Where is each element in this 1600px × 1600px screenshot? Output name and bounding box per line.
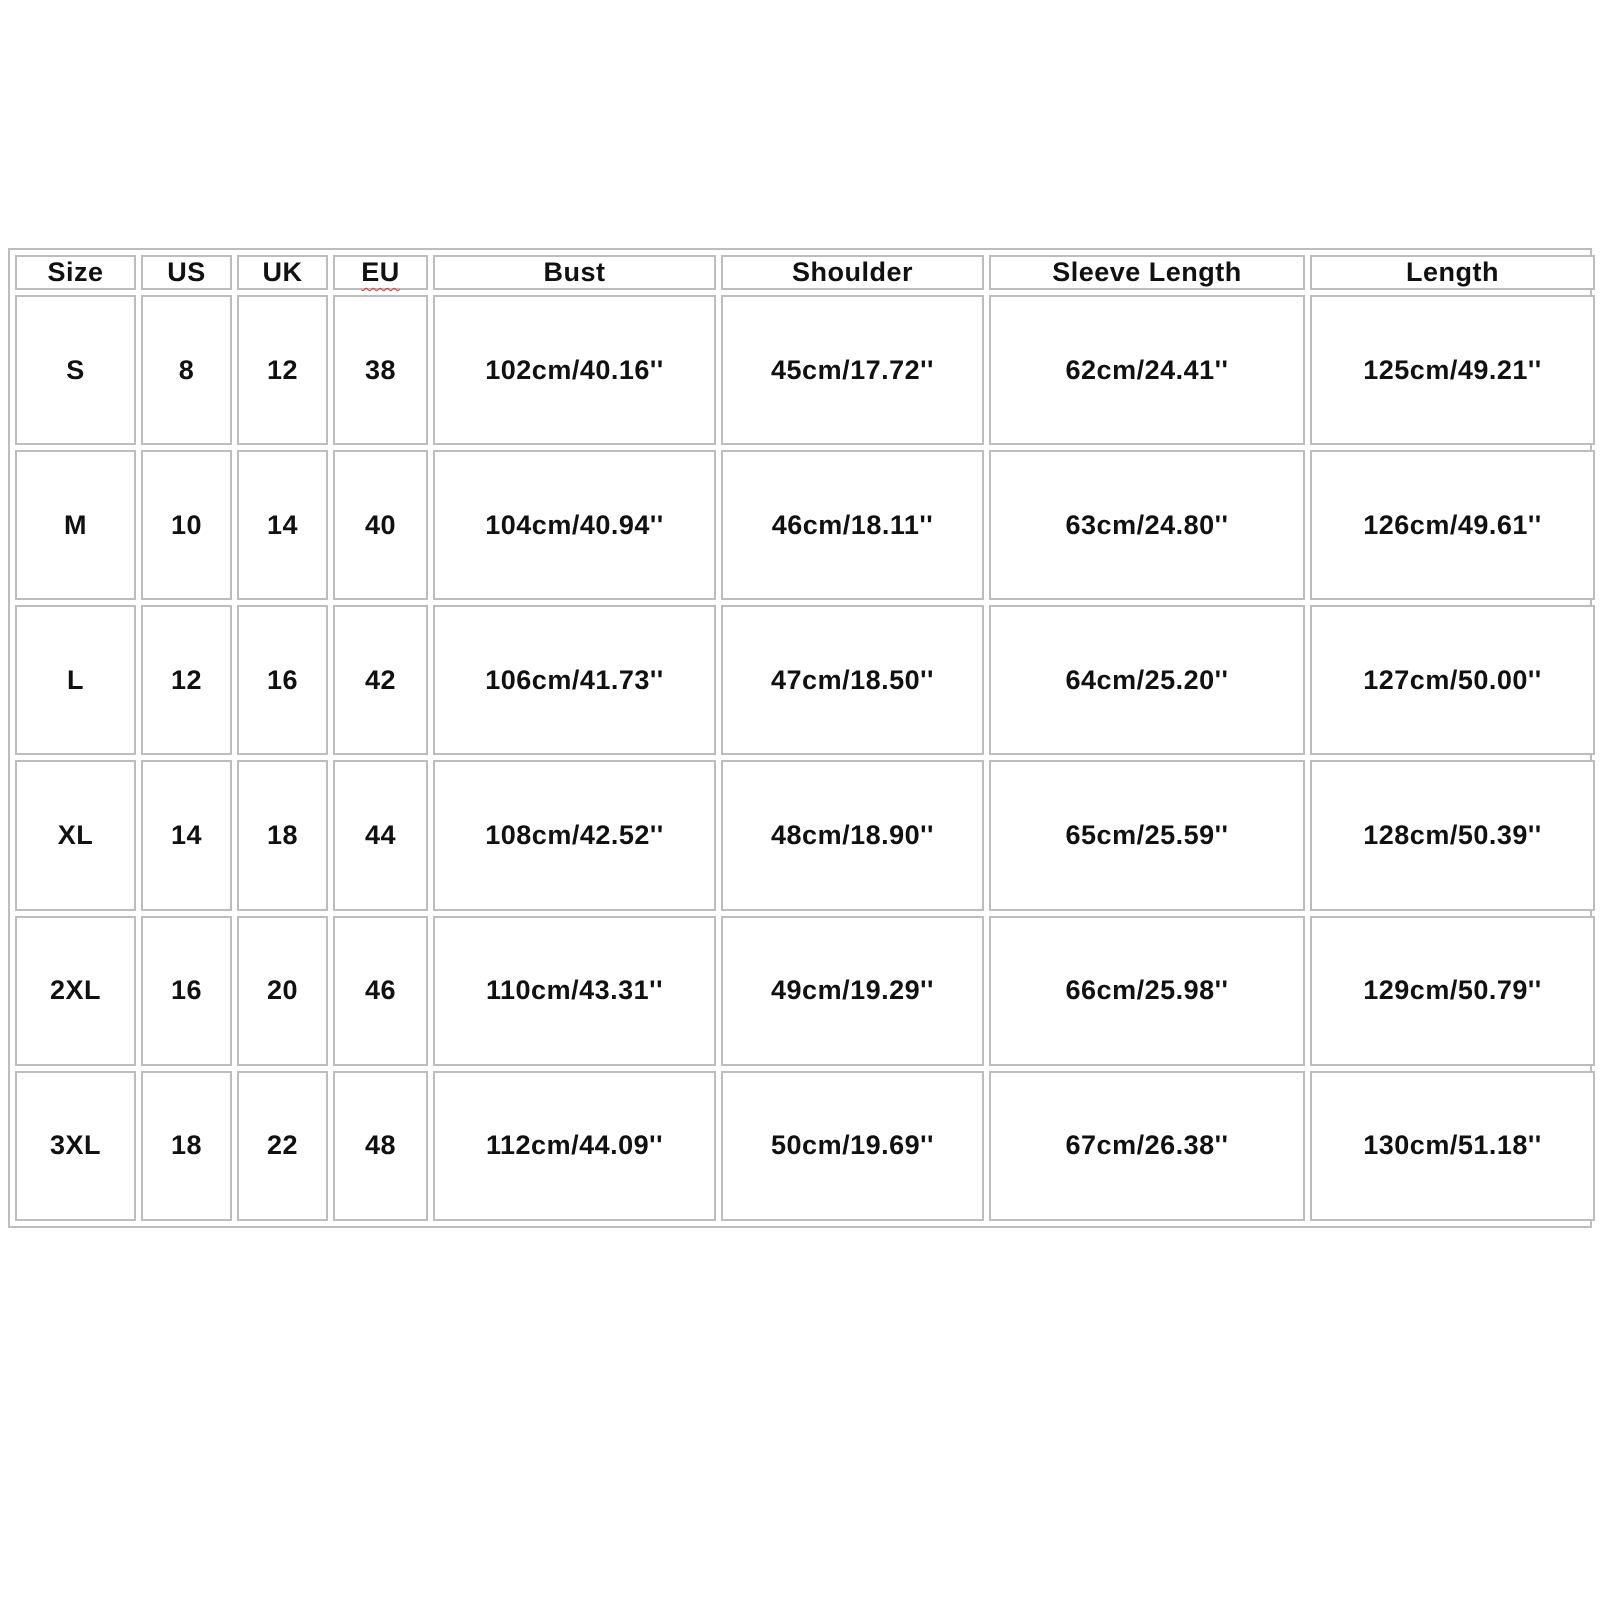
table-row xyxy=(15,450,1595,600)
cell-shoulder: 49cm/19.29'' xyxy=(721,916,984,1066)
cell-sleeve-length: 65cm/25.59'' xyxy=(989,760,1305,910)
cell-us: 10 xyxy=(141,450,232,600)
cell-size: M xyxy=(15,450,136,600)
cell-bust: 108cm/42.52'' xyxy=(433,760,716,910)
cell-us: 8 xyxy=(141,295,232,445)
cell-sleeve-length: 64cm/25.20'' xyxy=(989,605,1305,755)
column-header-uk: UK xyxy=(237,255,328,290)
column-header-bust: Bust xyxy=(433,255,716,290)
column-header-size: Size xyxy=(15,255,136,290)
size-chart xyxy=(8,248,1592,1228)
column-header-length: Length xyxy=(1310,255,1595,290)
cell-eu: 44 xyxy=(333,760,428,910)
column-header-sleeve-length: Sleeve Length xyxy=(989,255,1305,290)
cell-uk: 14 xyxy=(237,450,328,600)
cell-uk: 12 xyxy=(237,295,328,445)
cell-bust: 104cm/40.94'' xyxy=(433,450,716,600)
cell-uk: 22 xyxy=(237,1071,328,1221)
cell-eu: 40 xyxy=(333,450,428,600)
cell-size: L xyxy=(15,605,136,755)
cell-eu: 46 xyxy=(333,916,428,1066)
cell-length: 125cm/49.21'' xyxy=(1310,295,1595,445)
table-row xyxy=(15,916,1595,1066)
cell-eu: 42 xyxy=(333,605,428,755)
cell-bust: 102cm/40.16'' xyxy=(433,295,716,445)
cell-eu: 38 xyxy=(333,295,428,445)
cell-shoulder: 50cm/19.69'' xyxy=(721,1071,984,1221)
cell-length: 127cm/50.00'' xyxy=(1310,605,1595,755)
header-row xyxy=(15,255,1595,290)
column-header-shoulder: Shoulder xyxy=(721,255,984,290)
cell-length: 130cm/51.18'' xyxy=(1310,1071,1595,1221)
column-header-eu xyxy=(333,255,428,290)
cell-uk: 20 xyxy=(237,916,328,1066)
cell-length: 126cm/49.61'' xyxy=(1310,450,1595,600)
cell-length: 129cm/50.79'' xyxy=(1310,916,1595,1066)
cell-us: 18 xyxy=(141,1071,232,1221)
cell-bust: 112cm/44.09'' xyxy=(433,1071,716,1221)
cell-shoulder: 47cm/18.50'' xyxy=(721,605,984,755)
cell-shoulder: 46cm/18.11'' xyxy=(721,450,984,600)
cell-sleeve-length: 62cm/24.41'' xyxy=(989,295,1305,445)
cell-us: 16 xyxy=(141,916,232,1066)
cell-us: 14 xyxy=(141,760,232,910)
cell-us: 12 xyxy=(141,605,232,755)
cell-sleeve-length: 63cm/24.80'' xyxy=(989,450,1305,600)
cell-length: 128cm/50.39'' xyxy=(1310,760,1595,910)
cell-uk: 16 xyxy=(237,605,328,755)
cell-shoulder: 45cm/17.72'' xyxy=(721,295,984,445)
cell-bust: 110cm/43.31'' xyxy=(433,916,716,1066)
table-row xyxy=(15,1071,1595,1221)
cell-bust: 106cm/41.73'' xyxy=(433,605,716,755)
size-table xyxy=(10,250,1600,1226)
column-header-eu-label: EU xyxy=(361,257,400,287)
table-row xyxy=(15,295,1595,445)
cell-sleeve-length: 67cm/26.38'' xyxy=(989,1071,1305,1221)
cell-uk: 18 xyxy=(237,760,328,910)
cell-size: S xyxy=(15,295,136,445)
column-header-us: US xyxy=(141,255,232,290)
table-row xyxy=(15,605,1595,755)
cell-size: XL xyxy=(15,760,136,910)
cell-size: 3XL xyxy=(15,1071,136,1221)
cell-eu: 48 xyxy=(333,1071,428,1221)
cell-sleeve-length: 66cm/25.98'' xyxy=(989,916,1305,1066)
cell-shoulder: 48cm/18.90'' xyxy=(721,760,984,910)
cell-size: 2XL xyxy=(15,916,136,1066)
table-row xyxy=(15,760,1595,910)
